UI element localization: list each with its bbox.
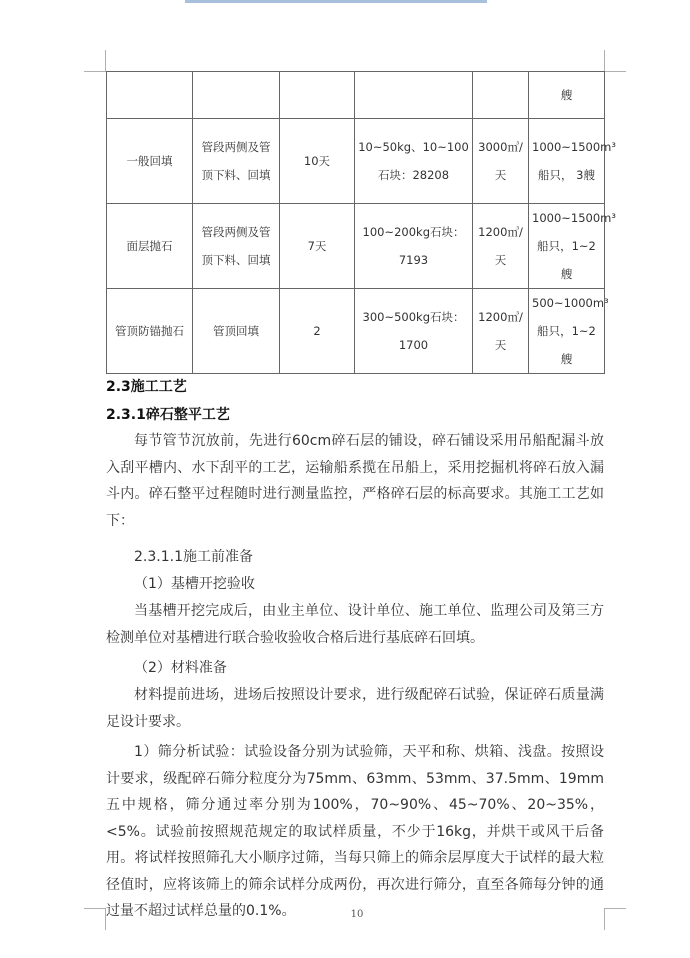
table-cell: 10天 [280, 119, 355, 204]
table-cell: 300~500kg石块：1700 [355, 289, 473, 374]
crop-mark-bottom-right-h [604, 908, 626, 909]
table-cell: 1000~1500m³船只， 3艘 [529, 119, 605, 204]
top-accent-line [185, 0, 487, 3]
table-cell [193, 72, 280, 119]
item-title: （2）材料准备 [134, 660, 227, 676]
sub-heading: 2.3.1.1施工前准备 [134, 549, 253, 565]
table-cell: 面层抛石 [107, 204, 193, 289]
crop-mark-top-right-v [604, 50, 605, 72]
subsection-heading: 2.3.1碎石整平工艺 [106, 407, 230, 423]
table-cell: 500~1000m³船只，1~2艘 [529, 289, 605, 374]
crop-mark-bottom-right-v [604, 908, 605, 930]
crop-mark-top-left-h [84, 71, 106, 72]
table-cell: 100~200kg石块：7193 [355, 204, 473, 289]
crop-mark-top-left-v [105, 50, 106, 72]
table-row [107, 289, 605, 374]
page-number: 10 [350, 909, 364, 920]
table-cell [280, 72, 355, 119]
table-cell: 1200㎥/天 [473, 204, 529, 289]
crop-mark-bottom-left-h [84, 908, 106, 909]
table-cell: 1000~1500m³船只，1~2艘 [529, 204, 605, 289]
table-cell: 一般回填 [107, 119, 193, 204]
paragraph: 1）筛分析试验：试验设备分别为试验筛，天平和称、烘箱、浅盘。按照设计要求，级配碎石筛分粒度分为75mm、63mm、53mm、37.5mm、19mm五中规格，筛分通过率分别为100%，70~90%、45~70%、20~35%，<5%。试验前按照规范规定的取试样质量，不少于16kg，并烘干或风干后备用。将试样按照筛孔大小顺序过筛，当每只筛上的筛余层厚度大于试样的最大粒径值时，应将该筛上的筛余试样分成两份，再次进行筛分，直至各筛每分钟的通过量不超过试样总量的0.1%。 [106, 744, 604, 919]
item-title: （1）基槽开挖验收 [134, 576, 255, 592]
table-cell: 3000㎥/天 [473, 119, 529, 204]
table-row [107, 72, 605, 119]
table-row [107, 204, 605, 289]
paragraph: 当基槽开挖完成后，由业主单位、设计单位、施工单位、监理公司及第三方检测单位对基槽进行联合验收验收合格后进行基底碎石回填。 [106, 603, 604, 646]
section-heading: 2.3施工工艺 [106, 379, 187, 395]
paragraph: 每节管节沉放前，先进行60cm碎石层的铺设，碎石铺设采用吊船配漏斗放入刮平槽内、水下刮平的工艺，运输船系揽在吊船上，采用挖掘机将碎石放入漏斗内。碎石整平过程随时进行测量监控，严格碎石层的标高要求。其施工工艺如下： [106, 433, 604, 529]
table-row [107, 119, 605, 204]
table-cell: 管段两侧及管顶下料、回填 [193, 204, 280, 289]
table-cell: 10~50kg、10~100石块：28208 [355, 119, 473, 204]
construction-table [106, 71, 616, 374]
table-cell: 管段两侧及管顶下料、回填 [193, 119, 280, 204]
table-cell [355, 72, 473, 119]
paragraph: 材料提前进场，进场后按照设计要求，进行级配碎石试验，保证碎石质量满足设计要求。 [106, 687, 604, 730]
table-cell [107, 72, 193, 119]
table-cell: 管顶防锚抛石 [107, 289, 193, 374]
table-cell: 管顶回填 [193, 289, 280, 374]
table-cell: 2 [280, 289, 355, 374]
table-cell: 7天 [280, 204, 355, 289]
table-cell: 1200㎥/天 [473, 289, 529, 374]
table-cell [473, 72, 529, 119]
table-cell: 艘 [529, 72, 605, 119]
crop-mark-top-right-h [604, 71, 626, 72]
